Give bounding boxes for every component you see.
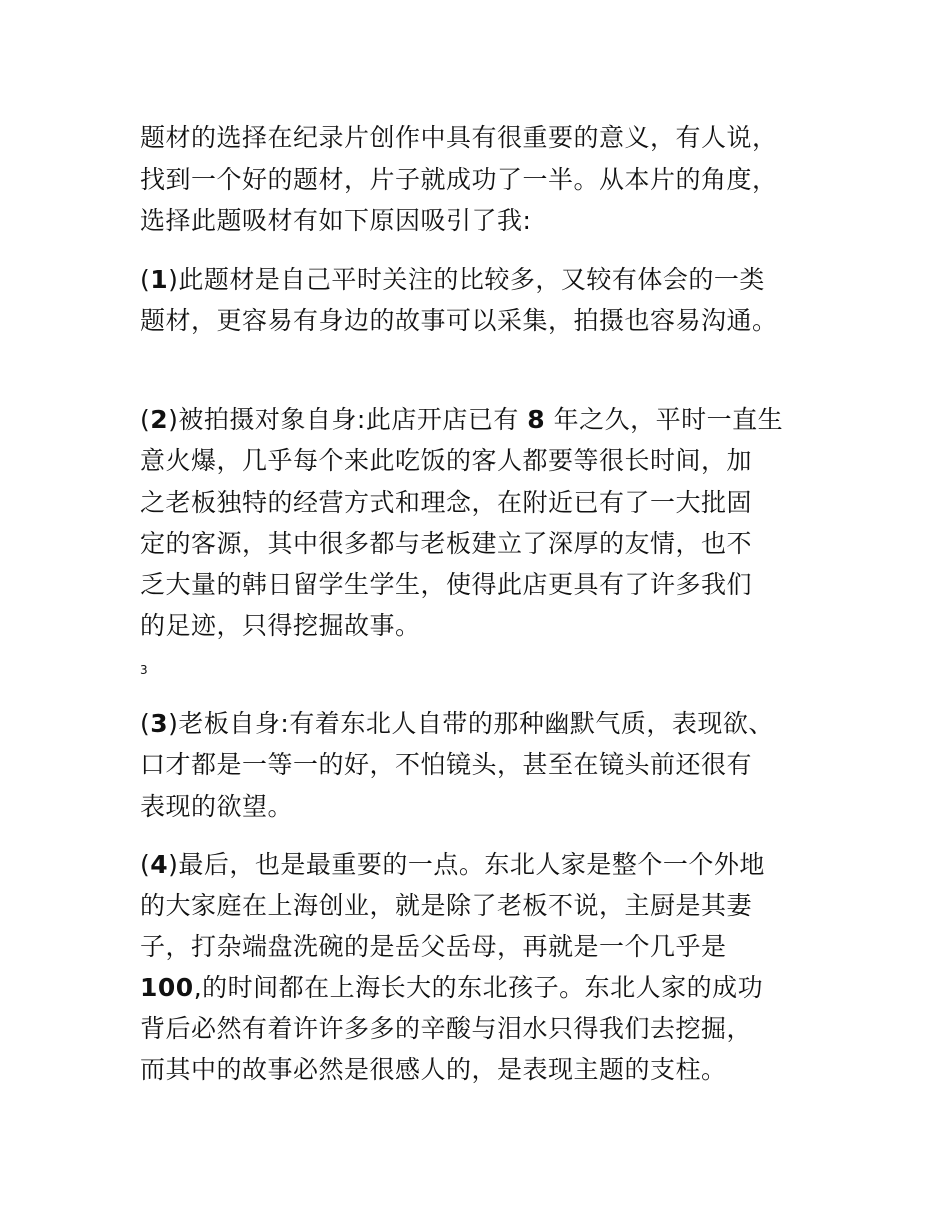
item3-open-paren: ( xyxy=(140,709,151,738)
item1-line-2: 题材，更容易有身边的故事可以采集，拍摄也容易沟通。 xyxy=(140,306,778,335)
item4-line-5: 背后必然有着许许多多的辛酸与泪水只得我们去挖掘， xyxy=(140,1014,753,1043)
item2-line-1 xyxy=(140,403,783,437)
item2-open-paren: ( xyxy=(140,405,151,434)
item1-line-1 xyxy=(140,263,765,297)
item2-line-6: 的足迹，只得挖掘故事。 xyxy=(140,611,421,640)
item3-text: )老板自身:有着东北人自带的那种幽默气质，表现欲、 xyxy=(168,709,774,738)
item4-line-2: 的大家庭在上海创业，就是除了老板不说，主厨是其妻 xyxy=(140,891,753,920)
intro-line-1: 题材的选择在纪录片创作中具有很重要的意义，有人说， xyxy=(140,123,778,152)
item4-number: 4 xyxy=(150,850,169,879)
intro-line-2: 找到一个好的题材，片子就成功了一半。从本片的角度， xyxy=(140,165,778,194)
item2-text-a: )被拍摄对象自身:此店开店已有 xyxy=(168,405,528,434)
item2-years: 8 xyxy=(527,405,546,434)
item3-line-3: 表现的欲望。 xyxy=(140,792,294,821)
item2-text-b: 年之久，平时一直生 xyxy=(545,405,784,434)
item1-open-paren: ( xyxy=(140,265,151,294)
item3-line-2: 口才都是一等一的好，不怕镜头，甚至在镜头前还很有 xyxy=(140,750,753,779)
item4-open-paren: ( xyxy=(140,850,151,879)
page-number: 3 xyxy=(140,663,148,677)
item1-number: 1 xyxy=(150,265,169,294)
item4-line-3: 子，打杂端盘洗碗的是岳父岳母，再就是一个几乎是 xyxy=(140,932,727,961)
item4-line-1 xyxy=(140,848,765,882)
item4-line-4 xyxy=(140,971,763,1005)
item2-line-4: 定的客源，其中很多都与老板建立了深厚的友情，也不 xyxy=(140,529,753,558)
item2-line-5: 乏大量的韩日留学生学生，使得此店更具有了许多我们 xyxy=(140,570,753,599)
item4-text: )最后，也是最重要的一点。东北人家是整个一个外地 xyxy=(168,850,765,879)
item2-number: 2 xyxy=(150,405,169,434)
item4-percent-number: 100 xyxy=(140,973,194,1002)
item2-line-3: 之老板独特的经营方式和理念，在附近已有了一大批固 xyxy=(140,488,753,517)
item4-line-4-text: ,的时间都在上海长大的东北孩子。东北人家的成功 xyxy=(193,973,764,1002)
item2-line-2: 意火爆，几乎每个来此吃饭的客人都要等很长时间，加 xyxy=(140,446,753,475)
item3-number: 3 xyxy=(150,709,169,738)
item4-line-6: 而其中的故事必然是很感人的，是表现主题的支柱。 xyxy=(140,1055,727,1084)
item1-text: )此题材是自己平时关注的比较多，又较有体会的一类 xyxy=(168,265,765,294)
intro-line-3: 选择此题吸材有如下原因吸引了我: xyxy=(140,206,532,235)
item3-line-1 xyxy=(140,707,774,741)
